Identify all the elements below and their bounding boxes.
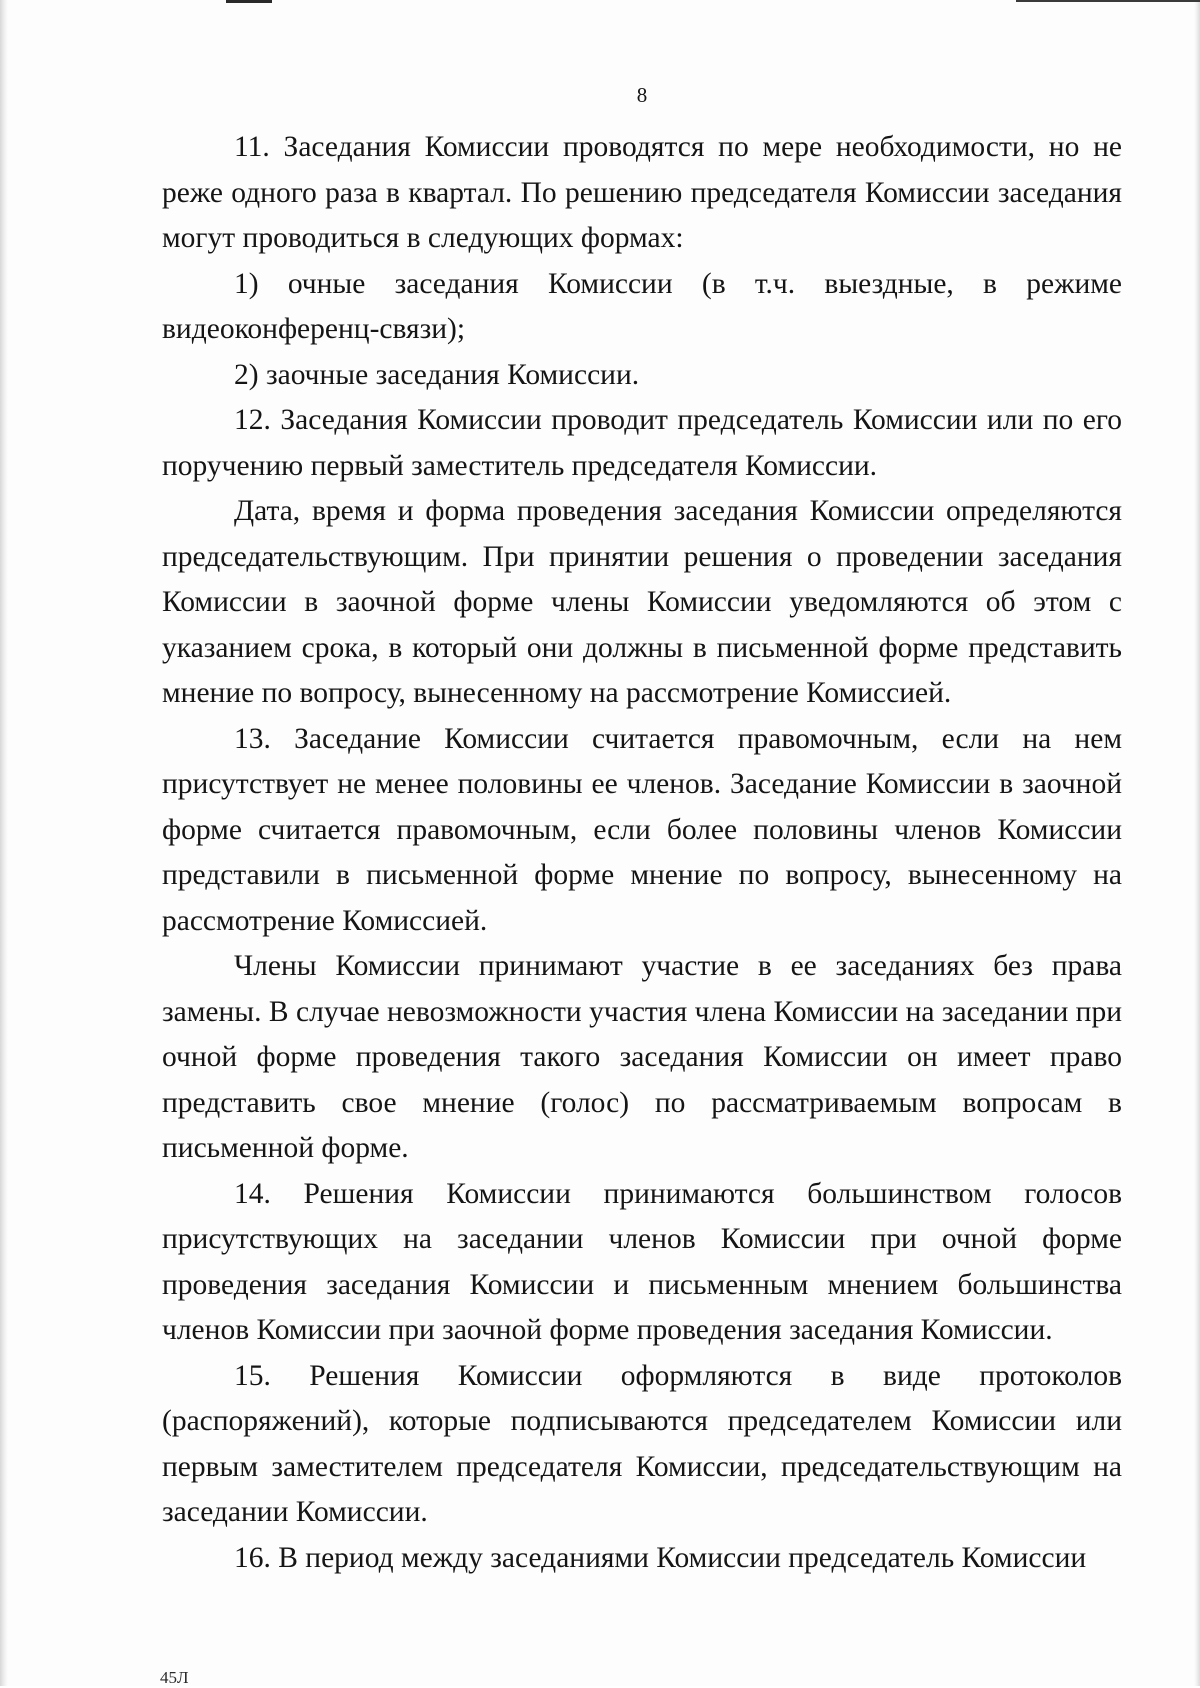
paragraph-12: 12. Заседания Комиссии проводит председатель Комиссии или по его поручению первый заместитель председателя Комиссии. — [162, 404, 1122, 482]
paragraph-16: 16. В период между заседаниями Комиссии председатель Комиссии — [234, 1541, 1087, 1574]
scan-mark-top-left — [226, 0, 272, 3]
paragraph-11-item-1: 1) очные заседания Комиссии (в т.ч. выездные, в режиме видеоконференц-связи); — [162, 267, 1122, 345]
paragraph-12-continued: Дата, время и форма проведения заседания Комиссии определяются председательствующим. При принятии решения о проведении заседания Комиссии в заочной форме члены Комиссии уведомляются об этом с указанием срока, в который они должны в письменной форме представить мнение по вопросу, вынесенному на рассмотрение Комиссией. — [162, 495, 1122, 709]
scan-edge-left — [0, 0, 8, 1686]
paragraph-13: 13. Заседание Комиссии считается правомочным, если на нем присутствует не менее половины ее членов. Заседание Комиссии в заочной форме считается правомочным, если более половины членов Комиссии представили в письменной форме мнение по вопросу, вынесенному на рассмотрение Комиссией. — [162, 722, 1122, 937]
paragraph-13-continued: Члены Комиссии принимают участие в ее заседаниях без права замены. В случае невозможности участия члена Комиссии на заседании при очной форме проведения такого заседания Комиссии он имеет право представить свое мнение (голос) по рассматриваемым вопросам в письменной форме. — [162, 950, 1122, 1164]
document-body — [162, 125, 1122, 1581]
footer-code: 45Л — [160, 1668, 189, 1687]
paragraph-15: 15. Решения Комиссии оформляются в виде протоколов (распоряжений), которые подписываются председателем Комиссии или первым заместителем председателя Комиссии, председательствующим на заседании Комиссии. — [162, 1359, 1122, 1528]
paragraph-11: 11. Заседания Комиссии проводятся по мере необходимости, но не реже одного раза в квартал. По решению председателя Комиссии заседания могут проводиться в следующих формах: — [162, 131, 1122, 254]
paragraph-11-item-2: 2) заочные заседания Комиссии. — [234, 358, 640, 391]
paragraph-14: 14. Решения Комиссии принимаются большинством голосов присутствующих на заседании членов Комиссии при очной форме проведения заседания Комиссии и письменным мнением большинства членов Комиссии при заочной форме проведения заседания Комиссии. — [162, 1177, 1122, 1346]
page-number: 8 — [636, 83, 648, 107]
scan-edge-right — [1194, 0, 1200, 1686]
scan-mark-top-right — [1016, 0, 1200, 2]
